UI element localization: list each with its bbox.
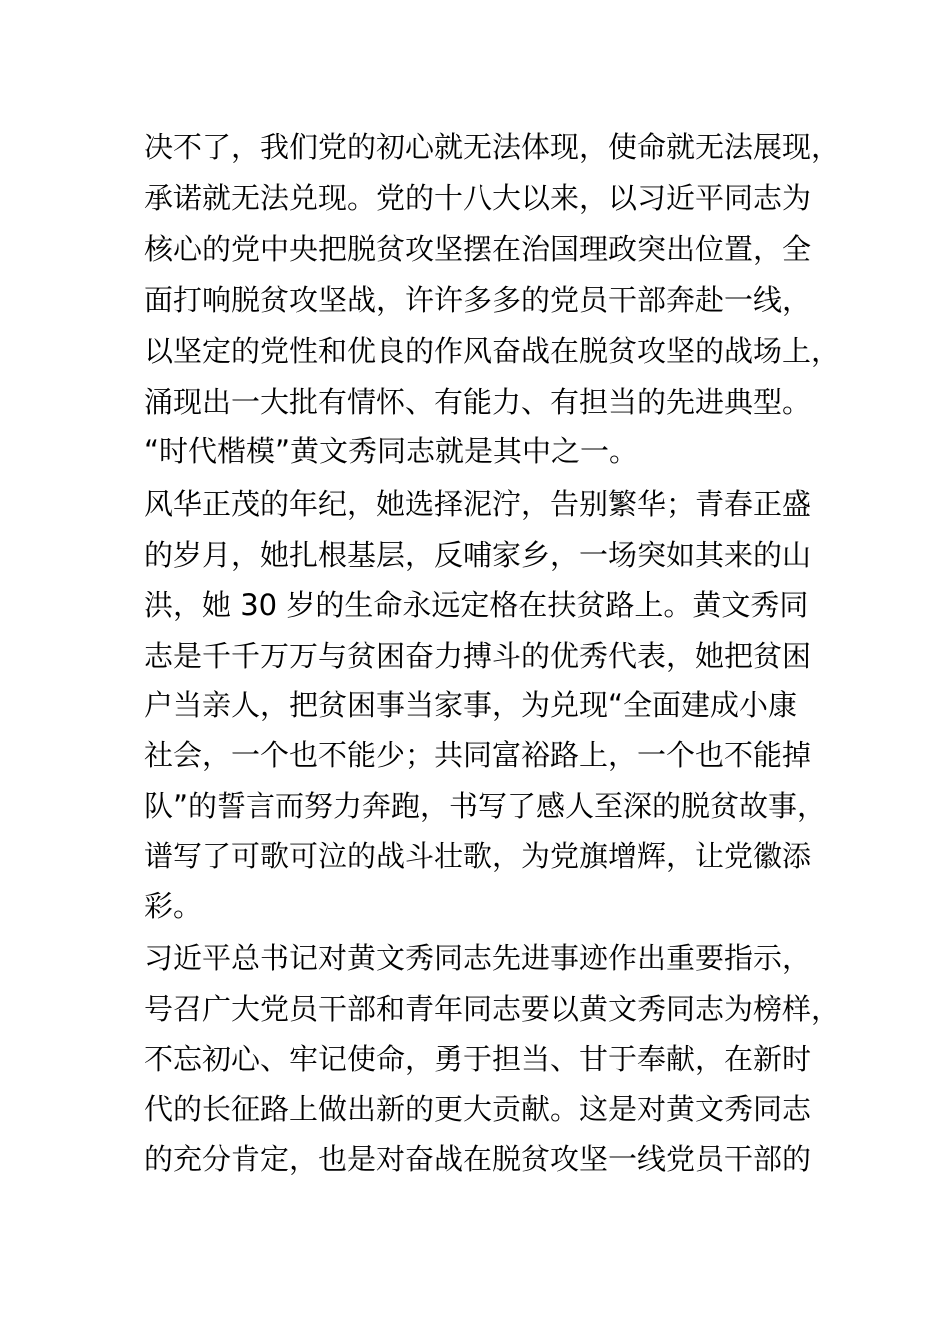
paragraph-line: 决不了，我们党的初心就无法体现，使命就无法展现，: [144, 130, 841, 164]
paragraph-line: 号召广大党员干部和青年同志要以黄文秀同志为榜样，: [144, 992, 841, 1026]
paragraph-line: 的岁月，她扎根基层，反哺家乡，一场突如其来的山: [144, 538, 812, 572]
paragraph-line: “时代楷模”黄文秀同志就是其中之一。: [144, 434, 639, 468]
paragraph-line: 社会，一个也不能少；共同富裕路上，一个也不能掉: [144, 738, 812, 772]
paragraph-line: 核心的党中央把脱贫攻坚摆在治国理政突出位置，全: [144, 232, 812, 266]
paragraph-line: 户当亲人，把贫困事当家事，为兑现“全面建成小康: [144, 688, 798, 722]
paragraph-line: 面打响脱贫攻坚战，许许多多的党员干部奔赴一线，: [144, 283, 812, 317]
paragraph-line: 涌现出一大批有情怀、有能力、有担当的先进典型。: [144, 385, 812, 419]
paragraph-line: 谱写了可歌可泣的战斗壮歌，为党旗增辉，让党徽添: [144, 839, 812, 873]
paragraph-line: 洪，她 30 岁的生命永远定格在扶贫路上。黄文秀同: [144, 588, 809, 622]
paragraph-line: 队”的誓言而努力奔跑，书写了感人至深的脱贫故事，: [144, 789, 827, 823]
paragraph-line: 代的长征路上做出新的更大贡献。这是对黄文秀同志: [144, 1092, 812, 1126]
paragraph-line: 彩。: [144, 889, 203, 923]
paragraph-line: 的充分肯定，也是对奋战在脱贫攻坚一线党员干部的: [144, 1142, 812, 1176]
paragraph-line: 以坚定的党性和优良的作风奋战在脱贫攻坚的战场上，: [144, 334, 841, 368]
paragraph-line: 不忘初心、牢记使命，勇于担当、甘于奉献，在新时: [144, 1042, 812, 1076]
paragraph-line: 承诺就无法兑现。党的十八大以来，以习近平同志为: [144, 181, 812, 215]
paragraph-line: 习近平总书记对黄文秀同志先进事迹作出重要指示，: [144, 941, 812, 975]
paragraph-line: 志是千千万万与贫困奋力搏斗的优秀代表，她把贫困: [144, 639, 812, 673]
paragraph-line: 风华正茂的年纪，她选择泥泞，告别繁华；青春正盛: [144, 487, 812, 521]
